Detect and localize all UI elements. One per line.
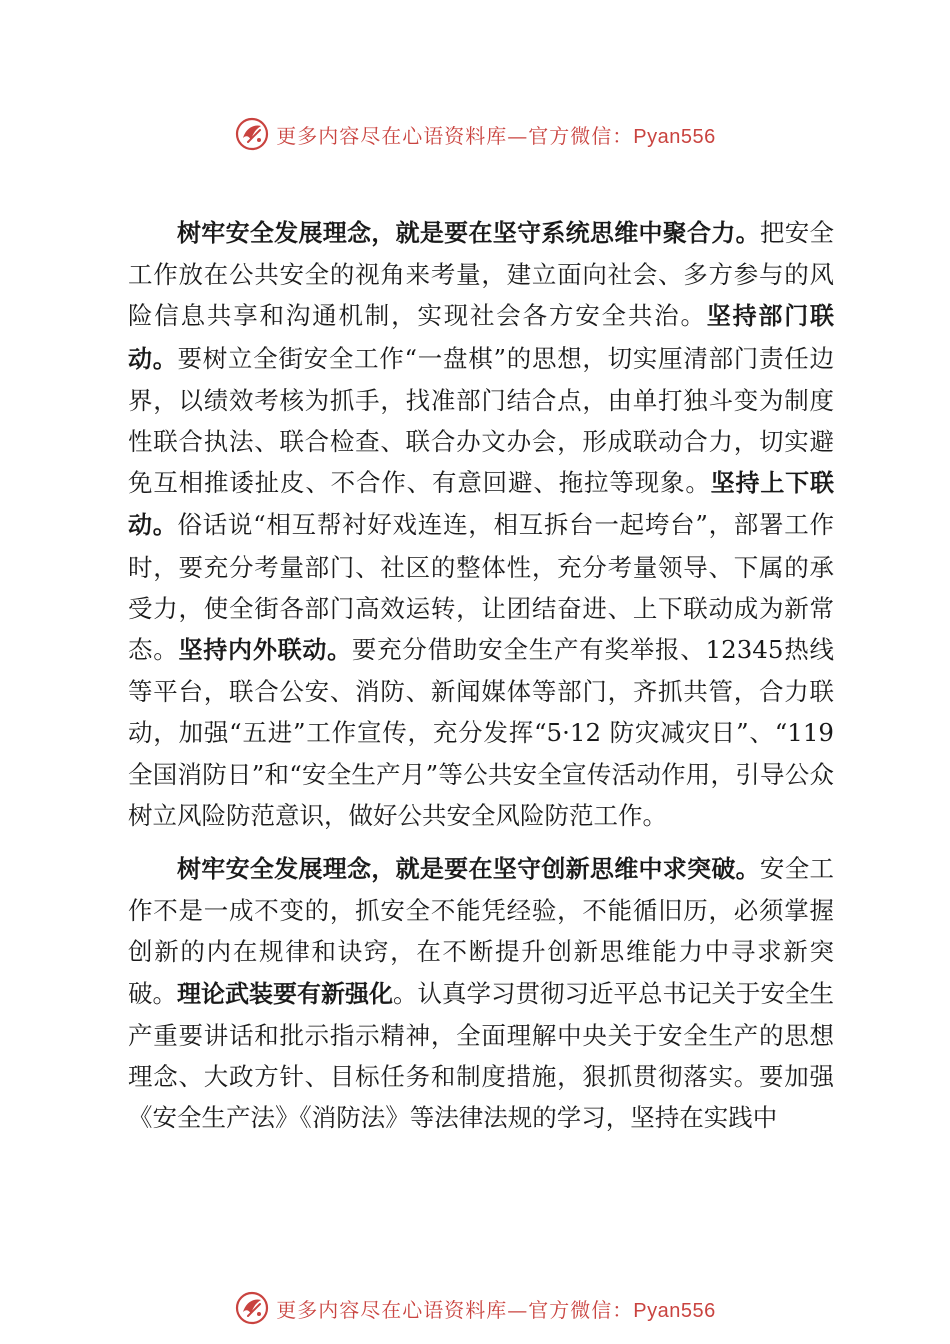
banner-text (276, 1294, 715, 1323)
logo-icon (234, 1290, 270, 1326)
paragraph-2 (128, 848, 834, 1138)
paragraph-1-heading-dept: 坚持部门联动。 (128, 302, 835, 373)
banner-label: 更多内容尽在心语资料库—官方微信： (276, 123, 634, 148)
paragraph-1-text: 要树立全街安全工作“一盘棋”的思想，切实厘清部门责任边界，以绩效考核为抓手，找准部门结合点，由单打独斗变为制度性联合执法、联合检查、联合办文办会，形成联动合力，切实避免互相推诿扯皮、不合作、有意回避、拖拉等现象。 (128, 343, 834, 498)
banner-handle: Pyan556 (633, 125, 716, 148)
paragraph-2-text: 安全工作不是一成不变的，抓安全不能凭经验，不能循旧历，必须掌握创新的内在规律和诀窍，在不断提升创新思维能力中寻求新突破。 (128, 854, 834, 1008)
banner-text (276, 120, 715, 149)
paragraph-2-heading-theory: 理论武装要有新强化 (177, 979, 393, 1008)
banner-handle: Pyan556 (633, 1299, 716, 1322)
paragraph-1-text: 俗话说“相互帮衬好戏连连，相互拆台一起垮台”，部署工作时，要充分考量部门、社区的整体性，充分考量领导、下属的承受力，使全街各部门高效运转，让团结奋进、上下联动成为新常态。 (128, 510, 834, 665)
paragraph-1-lead: 树牢安全发展理念，就是要在坚守系统思维中聚合力。 (177, 219, 760, 247)
paragraph-2-text: 。认真学习贯彻习近平总书记关于安全生产重要讲话和批示指示精神，全面理解中央关于安全生产的思想理念、大政方针、目标任务和制度措施，狠抓贯彻落实。要加强《安全生产法》《消防法》等法律法规的学习，坚持在实践中 (128, 978, 834, 1133)
logo-icon (234, 116, 270, 152)
paragraph-1-heading-vertical: 坚持上下联动。 (128, 469, 835, 540)
paragraph-1-heading-external: 坚持内外联动。 (178, 636, 352, 665)
header-banner (0, 114, 950, 154)
paragraph-1-text: 把安全工作放在公共安全的视角来考量，建立面向社会、多方参与的风险信息共享和沟通机制，实现社会各方安全共治。 (128, 218, 834, 331)
paragraph-2-lead: 树牢安全发展理念，就是要在坚守创新思维中求突破。 (177, 855, 760, 884)
paragraph-1 (128, 212, 834, 836)
banner-label: 更多内容尽在心语资料库—官方微信： (276, 1297, 634, 1322)
document-body (128, 212, 834, 1150)
footer-banner (0, 1288, 950, 1328)
paragraph-1-text: 要充分借助安全生产有奖举报、12345热线等平台，联合公安、消防、新闻媒体等部门，齐抓共管，合力联动，加强“五进”工作宣传，充分发挥“5·12 防灾减灾日”、“119 全国消防日”和“安全生产月”等公共安全宣传活动作用，引导公众树立风险防范意识，做好公共安全风险防范工作。 (128, 635, 835, 830)
